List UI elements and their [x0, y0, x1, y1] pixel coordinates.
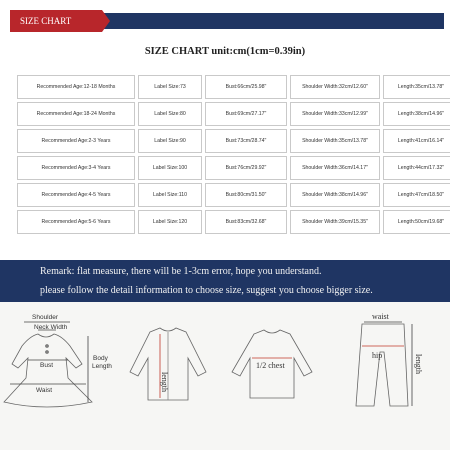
label-size-cell: Label Size:120 — [138, 210, 202, 234]
age-cell: Recommended Age:2-3 Years — [17, 129, 135, 153]
age-cell: Recommended Age:3-4 Years — [17, 156, 135, 180]
shoulder-width-cell: Shoulder Width:32cm/12.60" — [290, 75, 380, 99]
badge-arrow — [102, 10, 110, 32]
table-row — [17, 183, 450, 207]
length-cell: Length:50cm/19.68" — [383, 210, 450, 234]
size-chart-badge: SIZE CHART — [10, 10, 102, 32]
length-cell: Length:38cm/14.96" — [383, 102, 450, 126]
label-size-cell: Label Size:110 — [138, 183, 202, 207]
dress-body-length-label-2: Length — [92, 363, 112, 370]
dress-neck-width-label: Neck Width — [34, 324, 68, 331]
button-icon — [46, 351, 49, 354]
button-icon — [46, 345, 49, 348]
bust-cell: Bust:80cm/31.50" — [205, 183, 287, 207]
bust-cell: Bust:66cm/25.98" — [205, 75, 287, 99]
table-row — [17, 129, 450, 153]
measurement-diagrams-svg — [0, 302, 450, 450]
bust-cell: Bust:83cm/32.68" — [205, 210, 287, 234]
shoulder-width-cell: Shoulder Width:39cm/15.35" — [290, 210, 380, 234]
age-cell: Recommended Age:18-24 Months — [17, 102, 135, 126]
bust-cell: Bust:73cm/28.74" — [205, 129, 287, 153]
dress-shoulder-label: Shoulder — [32, 314, 59, 321]
pants-waist-label: waist — [372, 312, 389, 321]
dress-bust-label: Bust — [40, 362, 54, 369]
size-chart-header — [0, 10, 450, 32]
table-row — [17, 156, 450, 180]
remark-line-2: please follow the detail information to choose size, suggest you choose bigger size. — [40, 285, 373, 296]
bust-cell: Bust:76cm/29.92" — [205, 156, 287, 180]
measurement-diagrams — [0, 302, 450, 450]
header-bar — [66, 13, 444, 29]
chart-title: SIZE CHART unit:cm(1cm=0.39in) — [144, 46, 306, 57]
size-table-body — [17, 75, 450, 234]
label-size-cell: Label Size:90 — [138, 129, 202, 153]
remark-banner — [0, 260, 450, 302]
dress-body-length-label: Body — [93, 355, 108, 362]
shirt-length-label: length — [160, 372, 169, 392]
table-row — [17, 102, 450, 126]
table-row — [17, 210, 450, 234]
shoulder-width-cell: Shoulder Width:38cm/14.96" — [290, 183, 380, 207]
age-cell: Recommended Age:4-5 Years — [17, 183, 135, 207]
shoulder-width-cell: Shoulder Width:36cm/14.17" — [290, 156, 380, 180]
sweater-chest-label: 1/2 chest — [256, 361, 285, 370]
bust-cell: Bust:69cm/27.17" — [205, 102, 287, 126]
length-cell: Length:41cm/16.14" — [383, 129, 450, 153]
table-row — [17, 75, 450, 99]
dress-waist-label: Waist — [36, 387, 53, 394]
age-cell: Recommended Age:12-18 Months — [17, 75, 135, 99]
length-cell: Length:47cm/18.50" — [383, 183, 450, 207]
pants-length-label: length — [414, 354, 423, 374]
length-cell: Length:35cm/13.78" — [383, 75, 450, 99]
remark-line-1: Remark: flat measure, there will be 1-3cm error, hope you understand. — [40, 266, 322, 277]
size-table — [14, 72, 450, 237]
label-size-cell: Label Size:100 — [138, 156, 202, 180]
length-cell: Length:44cm/17.32" — [383, 156, 450, 180]
pants-outline-icon — [356, 324, 408, 406]
shoulder-width-cell: Shoulder Width:35cm/13.78" — [290, 129, 380, 153]
pants-hip-label: hip — [372, 351, 383, 360]
age-cell: Recommended Age:5-6 Years — [17, 210, 135, 234]
pants-diagram — [356, 322, 412, 406]
label-size-cell: Label Size:80 — [138, 102, 202, 126]
label-size-cell: Label Size:73 — [138, 75, 202, 99]
shoulder-width-cell: Shoulder Width:33cm/12.99" — [290, 102, 380, 126]
